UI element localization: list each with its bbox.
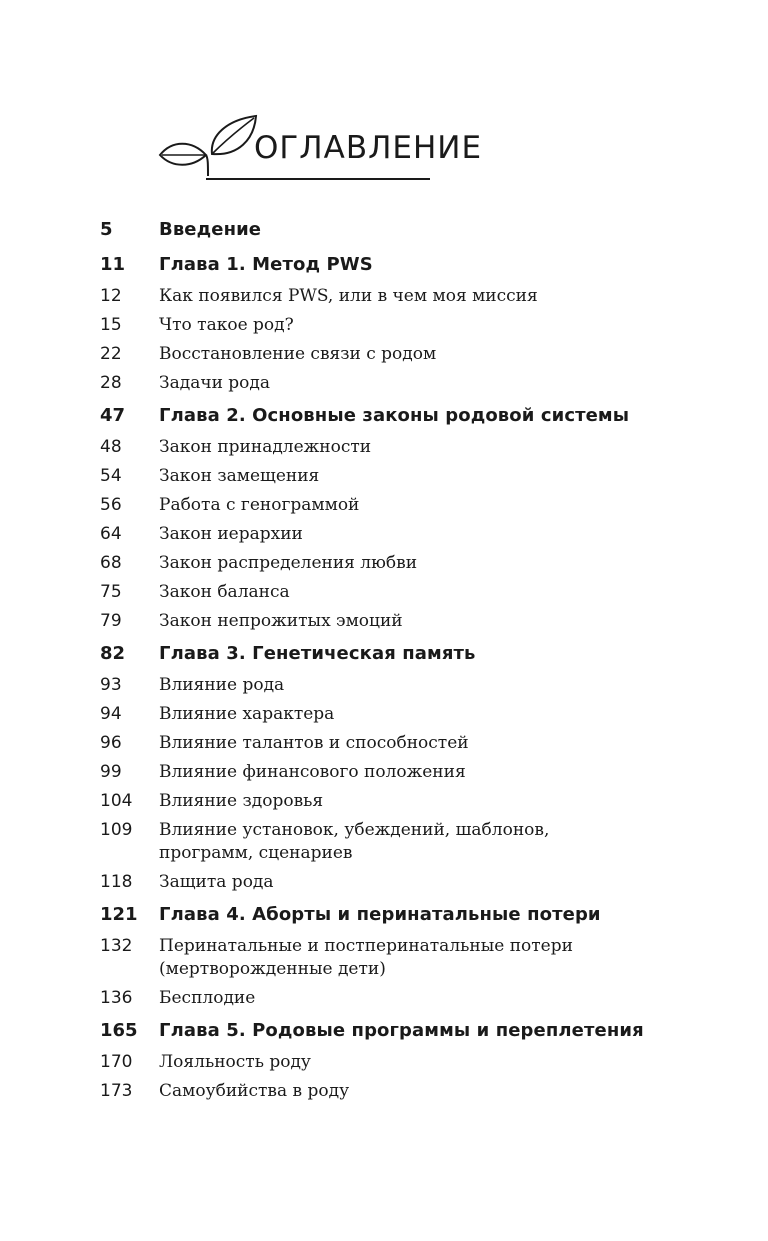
entry-title: Закон принадлежности [159, 437, 372, 457]
entry-title: Влияние характера [159, 704, 335, 724]
toc-chapter[interactable] [100, 214, 740, 247]
entry-title: Защита рода [159, 872, 274, 892]
page-number: 5 [100, 219, 113, 240]
entry-title: Работа с генограммой [159, 495, 360, 515]
toc-section[interactable] [100, 700, 740, 729]
entry-title: Как появился PWS, или в чем моя миссия [159, 286, 538, 306]
entry-title: Влияние рода [159, 675, 285, 695]
entry-title: Глава 3. Генетическая память [159, 643, 476, 664]
page-number: 48 [100, 437, 122, 457]
page-number: 15 [100, 315, 122, 335]
page-number: 94 [100, 704, 122, 724]
page-number: 109 [100, 820, 133, 840]
entry-title: Задачи рода [159, 373, 271, 393]
entry-title: Закон непрожитых эмоций [159, 611, 403, 631]
toc-section[interactable] [100, 1077, 740, 1106]
page-number: 68 [100, 553, 122, 573]
toc-chapter[interactable] [100, 636, 740, 671]
toc-section[interactable] [100, 787, 740, 816]
entry-title-line-1: Влияние установок, убеждений, шаблонов, [159, 820, 550, 840]
entry-title-line-1: Перинатальные и постперинатальные потери [159, 936, 573, 956]
entry-title: Лояльность роду [159, 1052, 311, 1072]
toc-section[interactable] [100, 932, 740, 984]
toc-section[interactable] [100, 340, 740, 369]
page-number: 165 [100, 1020, 138, 1041]
toc-section[interactable] [100, 462, 740, 491]
toc-section[interactable] [100, 433, 740, 462]
toc-section[interactable] [100, 984, 740, 1013]
toc-section[interactable] [100, 578, 740, 607]
title-underline [206, 178, 430, 180]
entry-title-line-2: программ, сценариев [159, 843, 353, 863]
toc-section[interactable] [100, 816, 740, 868]
page-number: 22 [100, 344, 122, 364]
toc-section[interactable] [100, 491, 740, 520]
toc-chapter[interactable] [100, 247, 740, 282]
entry-title: Самоубийства в роду [159, 1081, 350, 1101]
toc-chapter[interactable] [100, 897, 740, 932]
page-number: 79 [100, 611, 122, 631]
entry-title: Закон распределения любви [159, 553, 418, 573]
toc-section[interactable] [100, 369, 740, 398]
page-number: 170 [100, 1052, 133, 1072]
toc-chapter[interactable] [100, 398, 740, 433]
entry-title: Глава 1. Метод PWS [159, 254, 373, 275]
entry-title: Бесплодие [159, 988, 256, 1008]
toc-section[interactable] [100, 868, 740, 897]
toc-section[interactable] [100, 671, 740, 700]
entry-title: Влияние талантов и способностей [159, 733, 469, 753]
page-number: 96 [100, 733, 122, 753]
toc-chapter[interactable] [100, 1013, 740, 1048]
page-number: 136 [100, 988, 133, 1008]
page-number: 93 [100, 675, 122, 695]
entry-title: Глава 2. Основные законы родовой системы [159, 405, 630, 426]
page-number: 104 [100, 791, 133, 811]
toc-section[interactable] [100, 520, 740, 549]
entry-title: Введение [159, 219, 262, 240]
entry-title: Влияние финансового положения [159, 762, 466, 782]
toc-section[interactable] [100, 607, 740, 636]
toc-section[interactable] [100, 282, 740, 311]
entry-title: Влияние здоровья [159, 791, 324, 811]
toc-section[interactable] [100, 311, 740, 340]
entry-title: Что такое род? [159, 315, 294, 335]
page-number: 82 [100, 643, 126, 664]
page-number: 121 [100, 904, 138, 925]
toc-section[interactable] [100, 1048, 740, 1077]
page-number: 99 [100, 762, 122, 782]
page-number: 54 [100, 466, 122, 486]
entry-title: Закон баланса [159, 582, 290, 602]
page-number: 47 [100, 405, 126, 426]
entry-title: Глава 5. Родовые программы и переплетения [159, 1020, 644, 1041]
page-number: 12 [100, 286, 122, 306]
page-title: ОГЛАВЛЕНИЕ [254, 130, 483, 166]
entry-title: Глава 4. Аборты и перинатальные потери [159, 904, 601, 925]
entry-title: Закон иерархии [159, 524, 303, 544]
leaf-sprout-icon [158, 114, 258, 180]
page-number: 75 [100, 582, 122, 602]
entry-title: Восстановление связи с родом [159, 344, 437, 364]
page-number: 11 [100, 254, 126, 275]
toc-section[interactable] [100, 729, 740, 758]
page-number: 132 [100, 936, 133, 956]
toc-section[interactable] [100, 549, 740, 578]
page-number: 118 [100, 872, 133, 892]
page-number: 173 [100, 1081, 133, 1101]
toc-header [158, 114, 483, 184]
entry-title: Закон замещения [159, 466, 320, 486]
page-number: 28 [100, 373, 122, 393]
toc-section[interactable] [100, 758, 740, 787]
page-number: 64 [100, 524, 122, 544]
page-number: 56 [100, 495, 122, 515]
entry-title [159, 935, 740, 981]
entry-title-line-2: (мертворожденные дети) [159, 959, 386, 979]
table-of-contents [100, 214, 740, 1106]
entry-title [159, 819, 740, 865]
